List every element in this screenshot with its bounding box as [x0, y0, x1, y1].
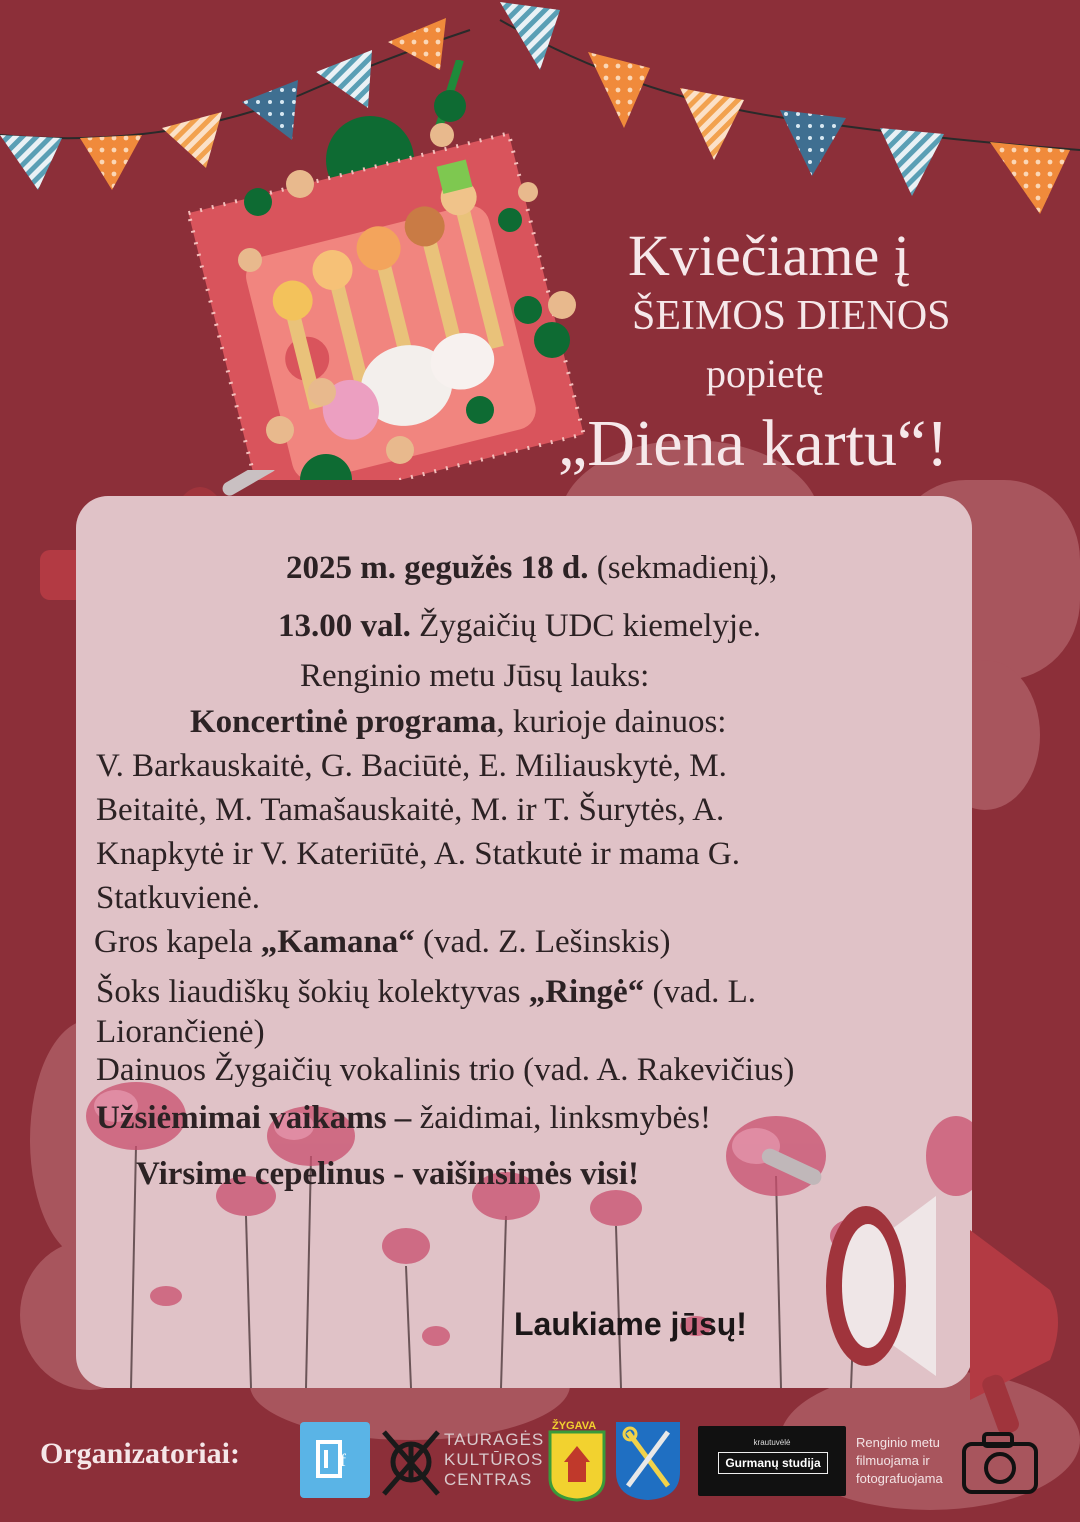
event-name: „Diena kartu“! [558, 407, 949, 480]
concert-line [190, 702, 726, 742]
camera-icon [960, 1430, 1040, 1496]
ringe-line-2: Liorančienė) [96, 1014, 265, 1050]
time-bold: 13.00 val. [278, 608, 411, 644]
time-rest: Žygaičių UDC kiemelyje. [410, 608, 761, 644]
coat-of-arms-logo [614, 1420, 682, 1502]
date-bold: 2025 m. gegužės 18 d. [286, 550, 589, 586]
filming-line: filmuojama ir [856, 1453, 930, 1468]
taurage-line: CENTRAS [444, 1470, 533, 1489]
concert-bold: Koncertinė programa [190, 704, 497, 740]
kapela-name: „Kamana“ [260, 924, 415, 960]
filming-notice [856, 1434, 943, 1488]
event-details [76, 496, 972, 1388]
zygava-label: ŽYGAVA [552, 1420, 597, 1432]
time-line [278, 606, 761, 646]
performers-line: V. Barkauskaitė, G. Baciūtė, E. Miliauskytė, M. [96, 748, 727, 784]
intro-line: Renginio metu Jūsų lauks: [300, 658, 650, 694]
megaphone-icon [970, 1190, 1080, 1450]
cepelinai-line: Virsime cepelinus - vaišinsimės visi! [136, 1156, 639, 1192]
kapela-pre: Gros kapela [94, 924, 261, 960]
ringe-line [96, 972, 756, 1012]
library-logo [300, 1422, 370, 1498]
kids-bold: Užsiėmimai vaikams – [96, 1100, 412, 1136]
concert-rest: , kurioje dainuos: [496, 704, 727, 740]
info-card [76, 496, 972, 1388]
filming-line: Renginio metu [856, 1435, 940, 1450]
title-line-3: popietę [706, 351, 824, 396]
kids-rest: žaidimai, linksmybės! [411, 1100, 712, 1136]
trio-line: Dainuos Žygaičių vokalinis trio (vad. A. Rakevičius) [96, 1052, 795, 1088]
ringe-pre: Šoks liaudiškų šokių kolektyvas [96, 974, 529, 1010]
zygava-logo [548, 1420, 606, 1502]
title-line-2: ŠEIMOS DIENOS [632, 293, 951, 339]
taurage-line: TAURAGĖS [444, 1430, 545, 1449]
taurage-line: KULTŪROS [444, 1450, 544, 1469]
filming-line: fotografuojama [856, 1471, 943, 1486]
performers-line: Beitaitė, M. Tamašauskaitė, M. ir T. Šurytės, A. [96, 792, 725, 828]
ringe-post: (vad. L. [644, 974, 756, 1010]
organizers-label: Organizatoriai: [40, 1437, 240, 1470]
puppet-theatre-image [150, 60, 610, 480]
gurmanu-studija-logo [698, 1426, 846, 1496]
shop-name: Gurmanų studija [718, 1452, 828, 1474]
closing-line: Laukiame jūsų! [514, 1306, 747, 1342]
taurage-culture-logo [378, 1424, 548, 1500]
performers-line: Statkuvienė. [96, 880, 261, 916]
kids-line [96, 1098, 711, 1138]
ringe-name: „Ringė“ [528, 974, 645, 1010]
kapela-post: (vad. Z. Lešinskis) [414, 924, 671, 960]
kapela-line [94, 922, 671, 962]
performers-line: Knapkytė ir V. Kateriūtė, A. Statkutė ir mama G. [96, 836, 740, 872]
date-line [286, 548, 777, 588]
date-rest: (sekmadienį), [588, 550, 778, 586]
title-line-1: Kviečiame į [628, 223, 910, 288]
shop-small-label: krautuvėlė [753, 1438, 791, 1447]
svg-text:f: f [340, 1450, 346, 1470]
